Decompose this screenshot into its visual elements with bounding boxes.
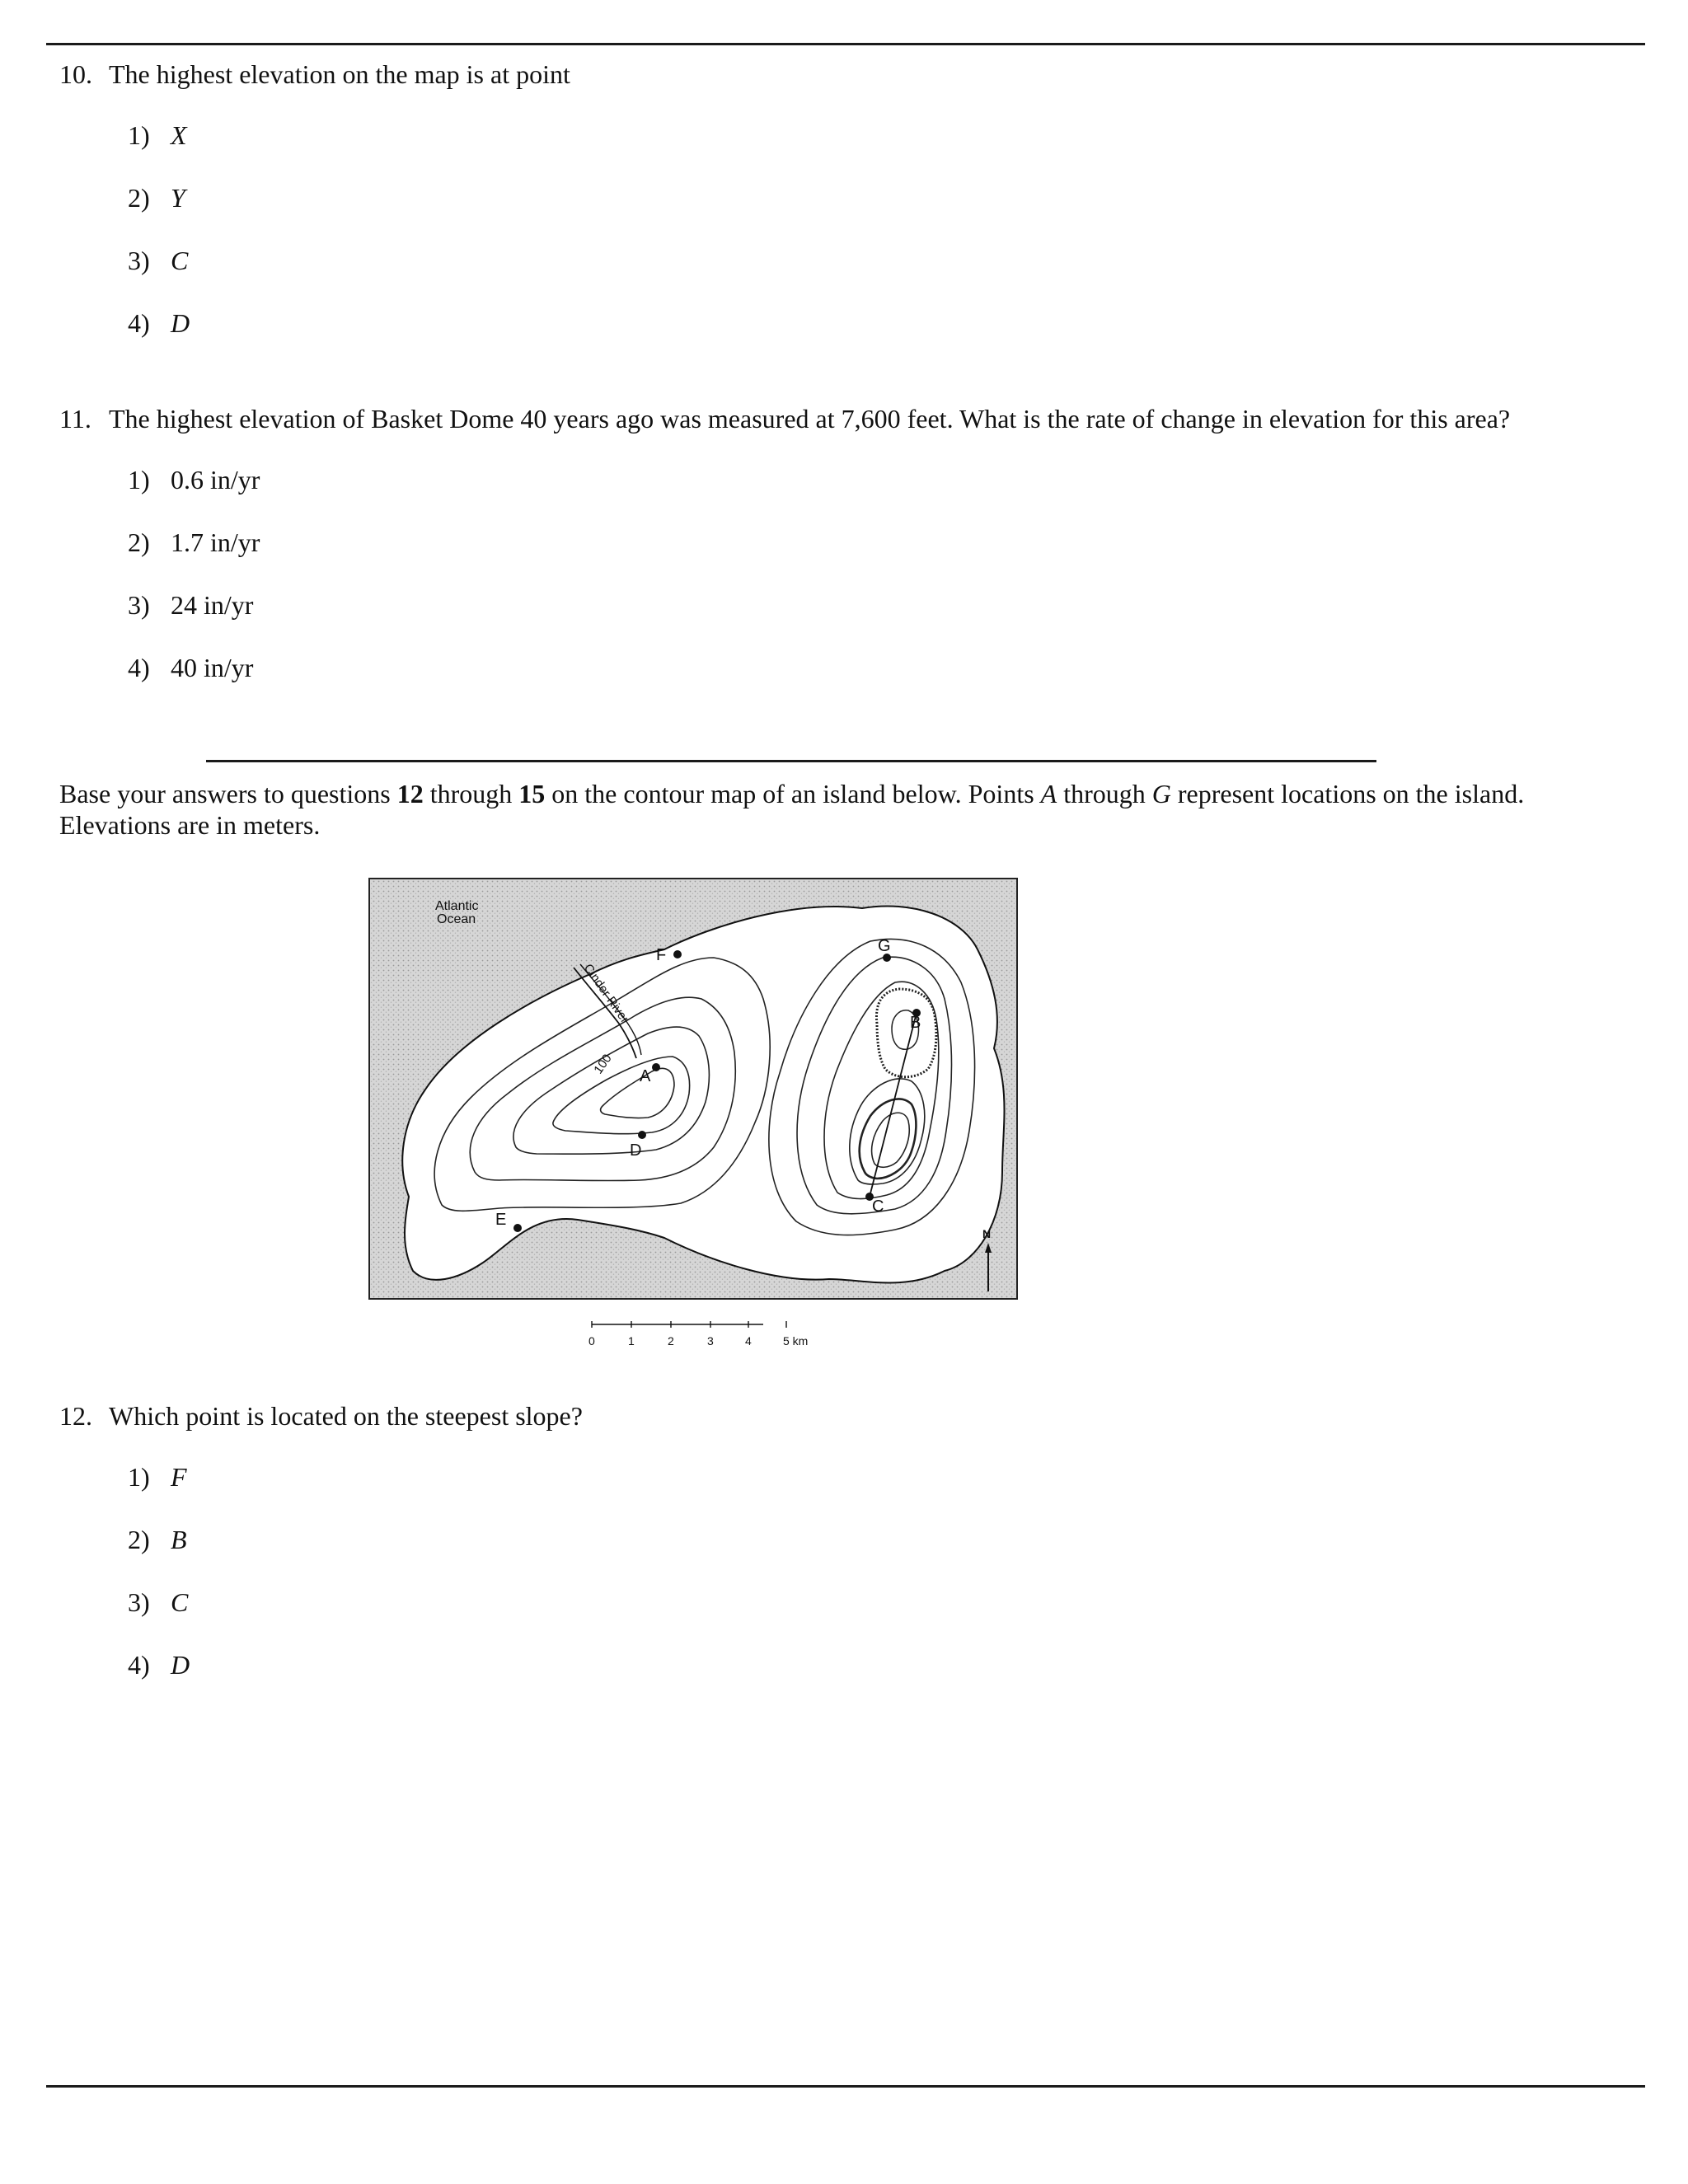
scale-tick-label: 1: [628, 1334, 635, 1347]
choice: [128, 465, 260, 495]
choice: [128, 120, 187, 151]
choice-number: 3): [128, 246, 150, 275]
choice-text: 1.7 in/yr: [171, 527, 260, 557]
choice-text: X: [171, 120, 187, 150]
point-a-dot: [652, 1063, 660, 1071]
choice-number: 2): [128, 183, 150, 213]
scale-tick-label: 0: [588, 1334, 595, 1347]
choice-number: 3): [128, 1587, 150, 1617]
choice: [128, 246, 188, 276]
scale-bar: [588, 1321, 808, 1347]
question-number: 11.: [59, 404, 91, 434]
choice-number: 4): [128, 1650, 150, 1680]
scale-tick-label: 2: [668, 1334, 674, 1347]
choice-number: 2): [128, 527, 150, 557]
choice-text: 40 in/yr: [171, 653, 254, 682]
bottom-rule: [46, 2085, 1645, 2088]
passage-instructions: [59, 778, 1634, 841]
passage-text: on the contour map of an island below. Points: [545, 779, 1041, 808]
question-11: [59, 402, 1510, 435]
point-e-dot: [513, 1224, 522, 1232]
passage-text: Base your answers to questions: [59, 779, 397, 808]
scale-tick-label: 3: [707, 1334, 714, 1347]
choice-number: 1): [128, 120, 150, 150]
choice-text: Y: [171, 183, 185, 213]
choice: [128, 653, 253, 683]
choice: [128, 1525, 187, 1555]
point-b-label: B: [910, 1014, 921, 1032]
point-c-label: C: [872, 1197, 884, 1216]
choice-text: 24 in/yr: [171, 590, 254, 620]
top-rule: [46, 43, 1645, 45]
choice: [128, 183, 185, 213]
choice-text: D: [171, 308, 190, 338]
passage-text: through: [1057, 779, 1152, 808]
point-f-dot: [673, 950, 682, 958]
choice: [128, 590, 253, 621]
contour-label-100: 100: [591, 1052, 615, 1077]
ocean-label-line1: Atlantic: [435, 899, 479, 913]
scale-tick-label: 5 km: [783, 1334, 809, 1347]
choice: [128, 1650, 190, 1680]
point-g-label: G: [878, 937, 891, 955]
point-f-label: F: [656, 946, 667, 964]
choice-number: 2): [128, 1525, 150, 1554]
choice-number: 1): [128, 1462, 150, 1492]
choice-number: 1): [128, 465, 150, 494]
question-10: [59, 58, 570, 91]
question-number: 10.: [59, 59, 92, 89]
choice-text: B: [171, 1525, 187, 1554]
question-text: Which point is located on the steepest slope?: [109, 1401, 583, 1431]
passage-bold: 15: [518, 779, 546, 808]
river-label: Cinder River: [580, 961, 632, 1026]
choice-text: 0.6 in/yr: [171, 465, 260, 494]
choice-number: 4): [128, 653, 150, 682]
point-a-label: A: [640, 1067, 651, 1085]
choice-number: 4): [128, 308, 150, 338]
section-divider: [206, 760, 1376, 762]
choice: [128, 527, 260, 558]
choice-text: C: [171, 1587, 189, 1617]
passage-text: through: [423, 779, 519, 808]
scale-tick-label: 4: [745, 1334, 752, 1347]
choice: [128, 1587, 188, 1618]
ocean-label-line2: Ocean: [437, 912, 476, 926]
question-text: The highest elevation on the map is at point: [109, 59, 570, 89]
question-12: [59, 1399, 583, 1432]
choice: [128, 1462, 187, 1493]
passage-bold: 12: [396, 779, 424, 808]
choice-text: C: [171, 246, 189, 275]
point-e-label: E: [495, 1211, 507, 1229]
point-d-label: D: [630, 1141, 642, 1160]
passage-italic: G: [1151, 779, 1171, 808]
point-d-dot: [638, 1131, 646, 1139]
passage-text: represent locations on the island. Elevations are in meters.: [59, 779, 1525, 840]
passage-italic: A: [1040, 779, 1057, 808]
choice-number: 3): [128, 590, 150, 620]
question-number: 12.: [59, 1401, 92, 1431]
north-label: N: [982, 1227, 992, 1240]
choice-text: F: [171, 1462, 187, 1492]
choice: [128, 308, 190, 339]
choice-text: D: [171, 1650, 190, 1680]
question-text: The highest elevation of Basket Dome 40 years ago was measured at 7,600 feet. What is the rate of change in elevation for this area?: [109, 404, 1511, 434]
contour-map: [368, 875, 1027, 1353]
